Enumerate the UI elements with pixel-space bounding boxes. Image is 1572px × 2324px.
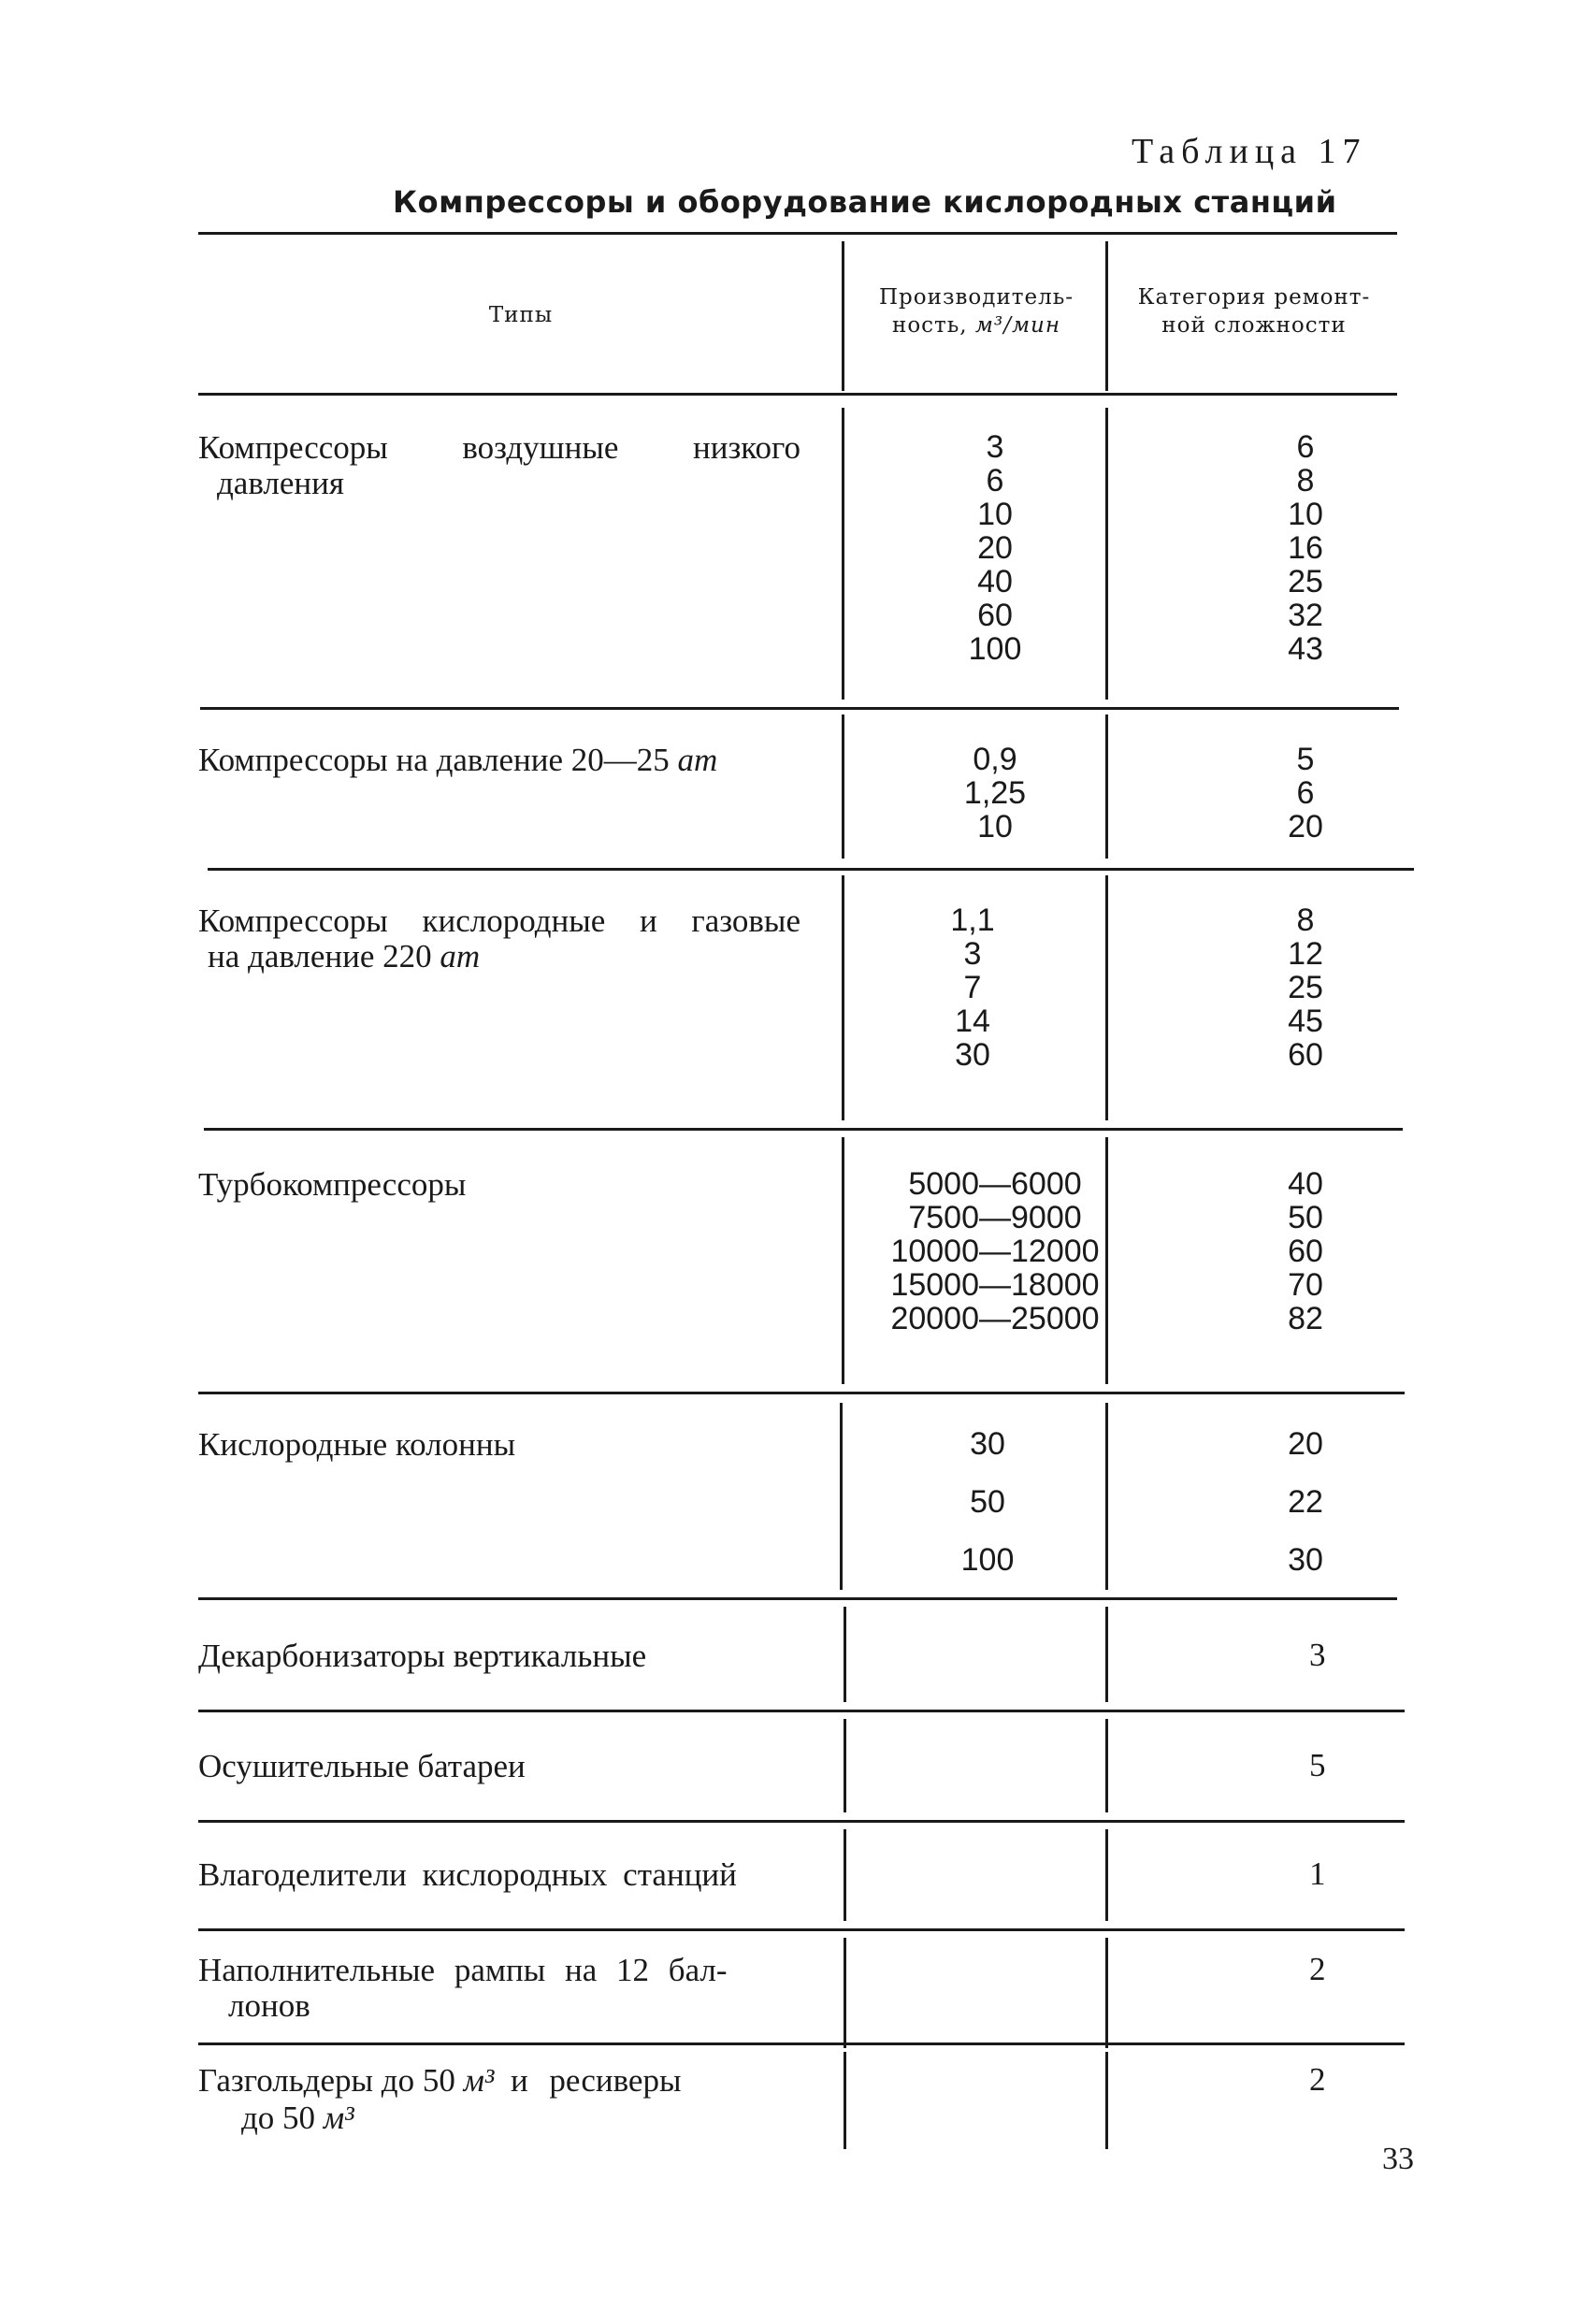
col-divider [1105,1829,1108,1921]
category-value: 25 [1288,564,1323,599]
table-label: Таблица 17 [1132,132,1367,171]
row-type: Декарбонизаторы вертикальные [198,1638,647,1674]
productivity-value: 6 [986,463,1004,498]
productivity-value: 14 [955,1003,990,1039]
category-values [1156,1427,1455,1601]
productivity-value: 10 [977,497,1013,532]
category-value: 22 [1288,1484,1323,1520]
productivity-value: 100 [960,1542,1015,1578]
category-value: 82 [1288,1301,1323,1336]
row-rule [204,1128,1403,1131]
category-value: 5 [1309,1747,1326,1783]
row-rule [198,1597,1397,1600]
row-rule [198,1820,1405,1823]
col-divider [842,1137,844,1384]
table-title: Компрессоры и оборудование кислородных станций [393,184,1337,220]
category-value: 8 [1296,902,1315,938]
category-values [1156,903,1455,1072]
row-type-cont: на давление 220 ат [208,938,481,974]
row-type: Газгольдеры до 50 м³ и ресиверы [198,2062,682,2099]
productivity-values [823,903,1122,1072]
category-value: 32 [1288,598,1323,633]
productivity-value: 15000—18000 [890,1267,1100,1303]
row-rule [208,868,1414,871]
category-value: 10 [1288,497,1323,532]
col-divider [1105,1607,1108,1702]
col-divider [1105,875,1108,1120]
col-divider [842,715,844,859]
category-value: 5 [1296,742,1315,777]
col-divider [842,241,844,391]
category-value: 3 [1309,1637,1326,1673]
category-values [1156,1167,1455,1335]
productivity-value: 3 [963,936,982,972]
col-divider [1105,1403,1108,1590]
productivity-value: 1,25 [963,775,1027,811]
row-type-cont: давления [217,465,344,501]
col-divider [1105,241,1108,391]
row-rule [198,2043,1405,2045]
productivity-value: 7 [963,970,982,1005]
category-value: 6 [1296,429,1315,465]
col-divider [842,408,844,700]
col-divider [1105,1137,1108,1384]
category-value: 30 [1288,1542,1323,1578]
category-value: 2 [1309,2061,1326,2098]
category-value: 25 [1288,970,1323,1005]
category-value: 20 [1288,1426,1323,1462]
col-divider [842,875,844,1120]
productivity-values [838,1427,1137,1601]
productivity-value: 1,1 [950,902,995,938]
productivity-value: 0,9 [973,742,1017,777]
category-value: 6 [1296,775,1315,811]
col-divider [844,1607,846,1702]
productivity-value: 30 [970,1426,1005,1462]
col-divider [1105,715,1108,859]
category-value: 50 [1288,1200,1323,1235]
category-value: 12 [1288,936,1323,972]
productivity-values [845,430,1145,666]
category-values [1156,743,1455,844]
productivity-value: 10000—12000 [890,1234,1100,1269]
row-type: Осушительные батареи [198,1748,526,1784]
category-value: 60 [1288,1234,1323,1269]
row-rule [198,1392,1405,1394]
productivity-value: 30 [955,1037,990,1073]
col-divider [1105,1719,1108,1812]
row-type: Наполнительные рампы на 12 бал- [198,1952,728,1988]
productivity-values [845,1167,1145,1335]
table-top-rule [198,232,1397,235]
category-value: 2 [1309,1951,1326,1987]
col-divider [844,1938,846,2048]
row-type: Компрессоры воздушные низкого [198,429,800,466]
row-type-cont: лонов [228,1987,310,2024]
category-value: 8 [1296,463,1315,498]
row-type: Турбокомпрессоры [198,1166,467,1203]
row-rule [198,1710,1405,1712]
col-divider [840,1403,843,1590]
header-productivity: Производитель- ность, м³/мин [878,285,1074,338]
productivity-value: 50 [970,1484,1005,1520]
row-type: Компрессоры на давление 20—25 ат [198,742,718,778]
col-divider [844,2052,846,2149]
row-rule [198,1928,1405,1931]
category-value: 20 [1288,809,1323,844]
col-divider [844,1719,846,1812]
productivity-value: 20000—25000 [890,1301,1100,1336]
row-type: Компрессоры кислородные и газовые [198,902,800,939]
category-value: 16 [1288,530,1323,566]
category-value: 1 [1309,1855,1326,1892]
row-type: Влагоделители кислородных станций [198,1856,737,1893]
productivity-value: 10 [977,809,1013,844]
category-value: 60 [1288,1037,1323,1073]
row-rule [200,707,1399,710]
category-value: 70 [1288,1267,1323,1303]
header-bottom-rule [198,393,1397,396]
category-value: 45 [1288,1003,1323,1039]
row-type-cont: до 50 м³ [241,2100,354,2136]
productivity-values [845,743,1145,844]
productivity-value: 60 [977,598,1013,633]
productivity-value: 5000—6000 [908,1166,1082,1202]
productivity-value: 100 [968,631,1022,667]
productivity-value: 7500—9000 [908,1200,1082,1235]
category-value: 40 [1288,1166,1323,1202]
productivity-value: 40 [977,564,1013,599]
category-values [1156,430,1455,666]
col-divider [1105,2052,1108,2149]
header-types: Типы [488,303,554,327]
header-category: Категория ремонт- ной сложности [1137,285,1371,338]
productivity-value: 3 [986,429,1004,465]
row-type: Кислородные колонны [198,1426,516,1463]
category-value: 43 [1288,631,1323,667]
col-divider [844,1829,846,1921]
col-divider [1105,408,1108,700]
page-number: 33 [1382,2142,1414,2176]
productivity-value: 20 [977,530,1013,566]
col-divider [1105,1938,1108,2048]
